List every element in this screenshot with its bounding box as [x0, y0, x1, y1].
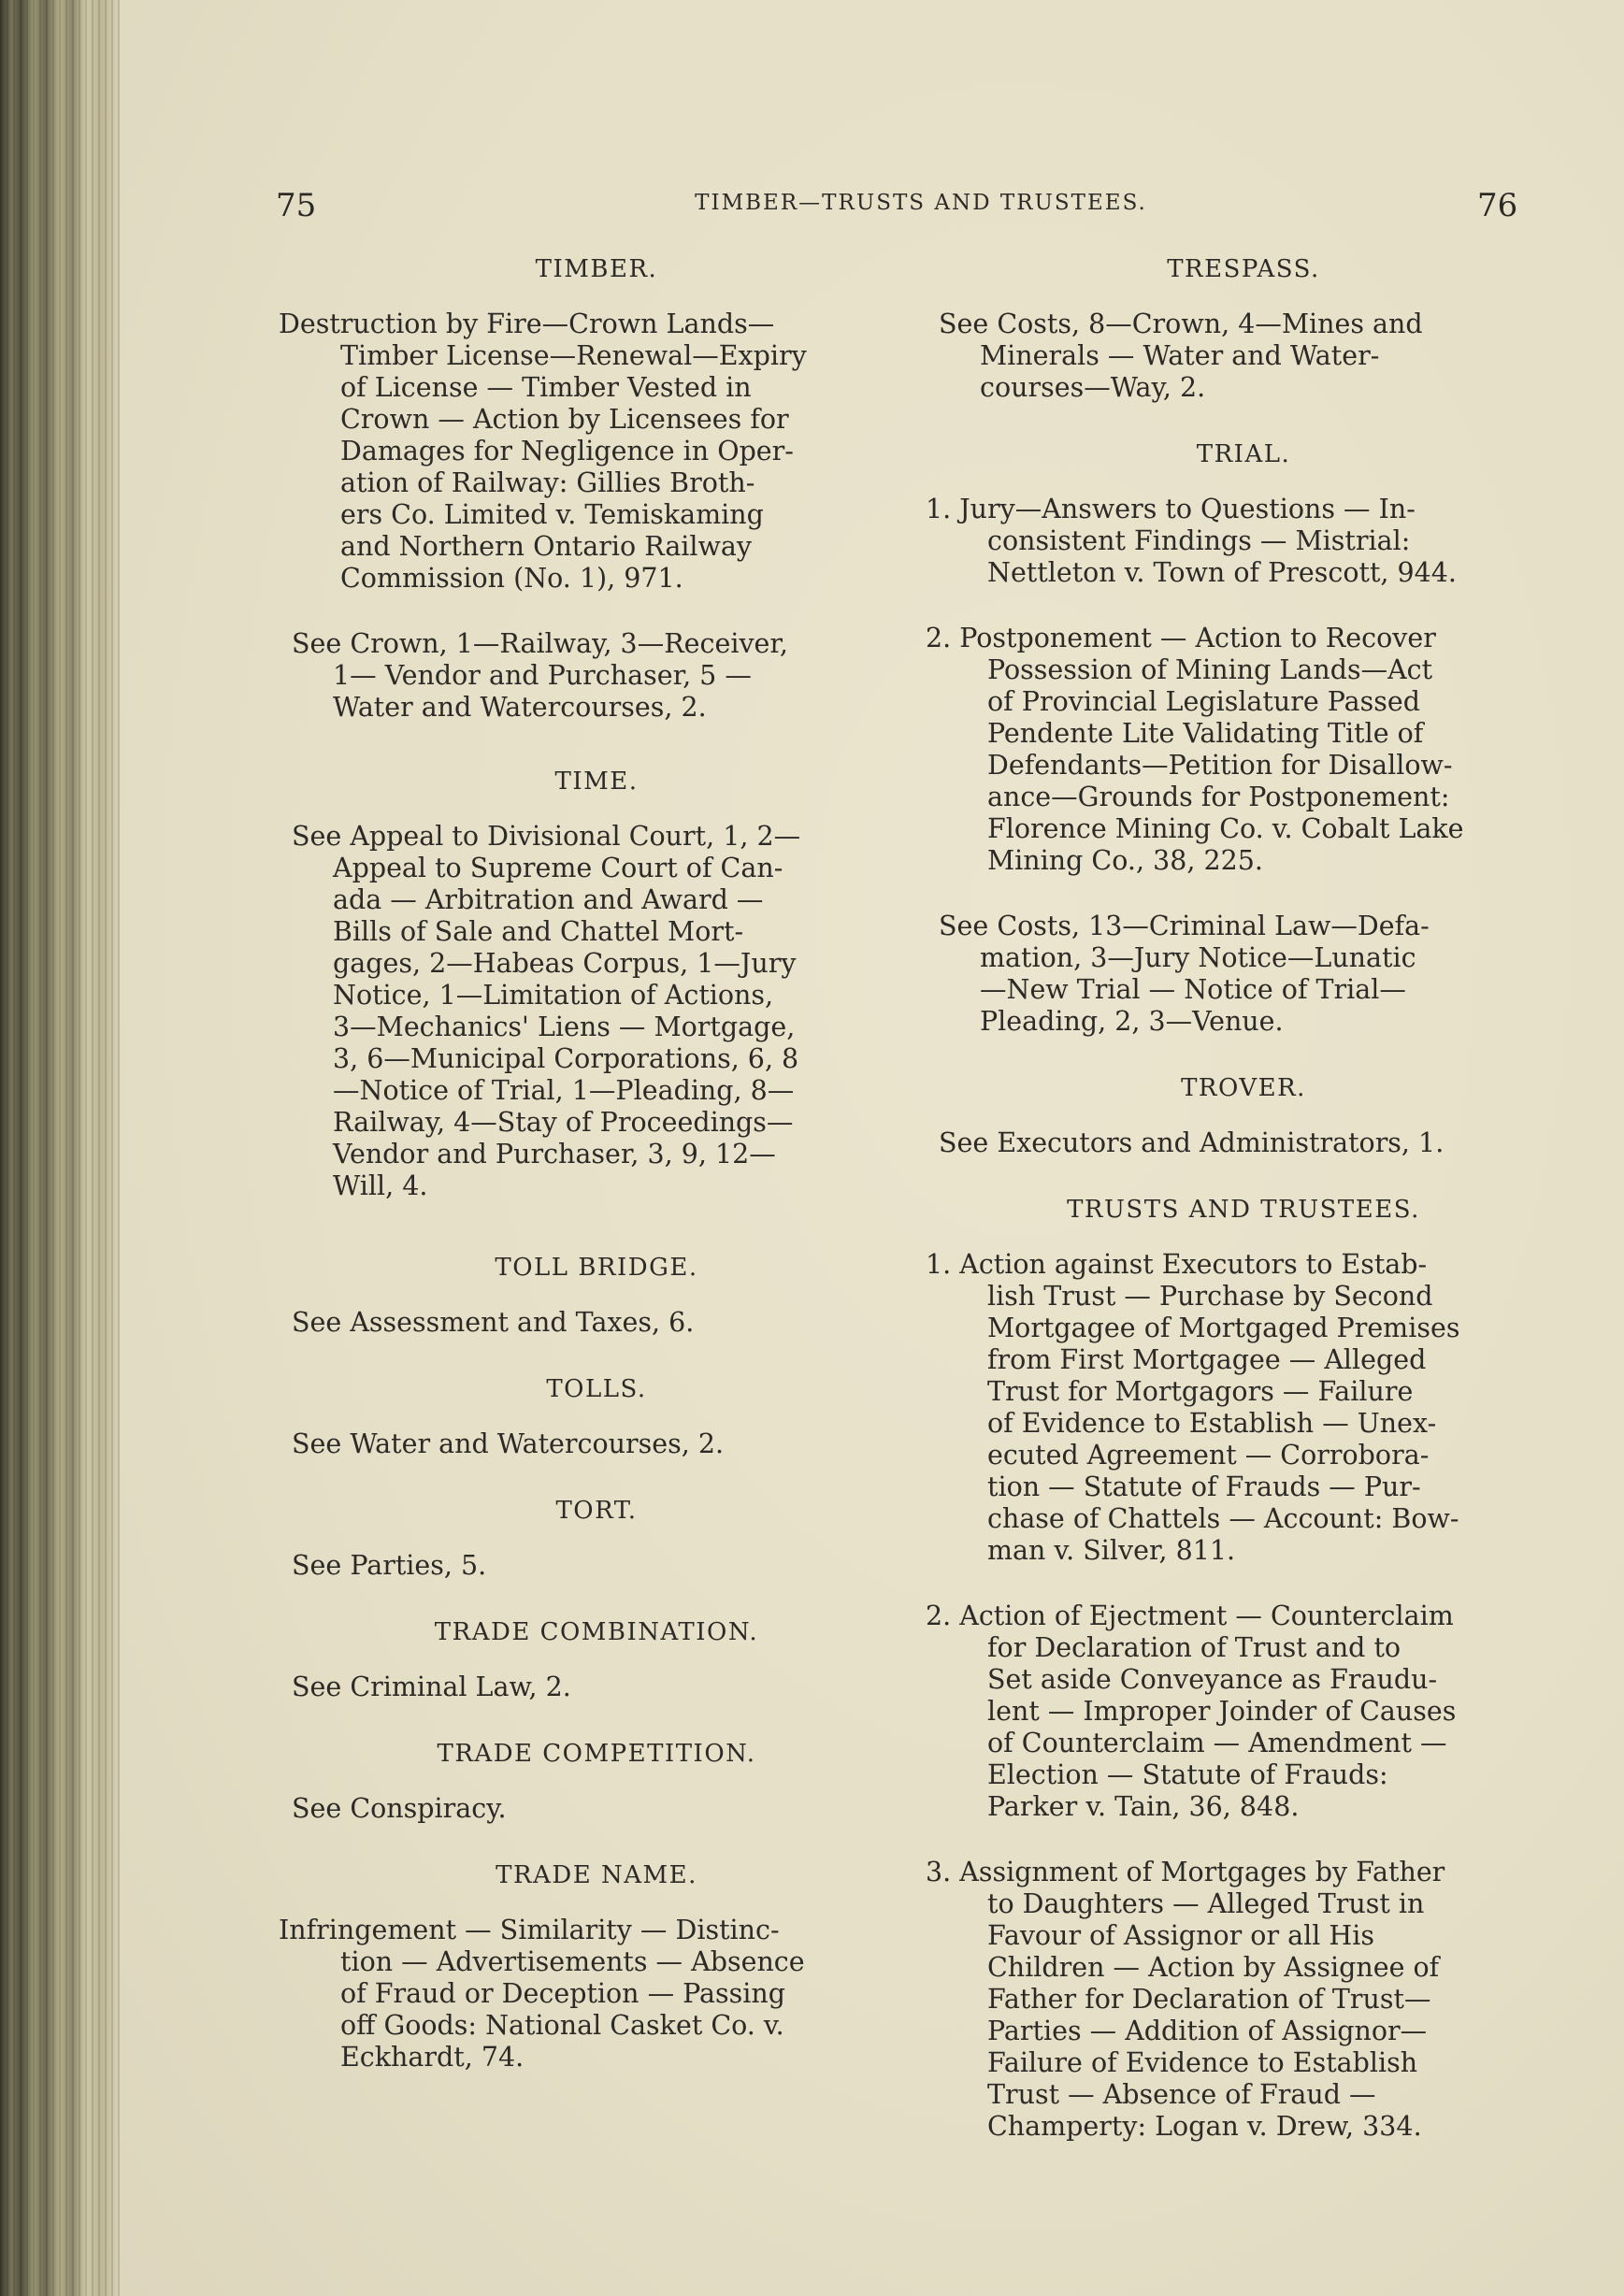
trade-competition-see-also: See Conspiracy. — [292, 1793, 507, 1824]
tolls-see-also: See Water and Watercourses, 2. — [292, 1428, 725, 1459]
heading-time: TIME. — [554, 768, 639, 796]
toll-bridge-see-also: See Assessment and Taxes, 6. — [292, 1307, 695, 1338]
page-number-left: 75 — [276, 187, 317, 224]
running-head: TIMBER—TRUSTS AND TRUSTEES. — [695, 191, 1147, 215]
trusts-entry-1: 1. Action against Executors to Estab- lish Trust — Purchase by Second Mortgagee of Mortgaged Premises from First Mortgagee — Alleged Trust for Mortgagors — Failure of Evidence to Establish — Unex- ecuted Agreement — Corrobora- tion — Statute of Frauds — Pur- chase of Chattels — Account: Bow- man v. Silver, 811. — [926, 1249, 1460, 1566]
trial-entry-2: 2. Postponement — Action to Recover Possession of Mining Lands—Act of Provincial Legislature Passed Pendente Lite Validating Title of Defendants—Petition for Disallow- ance—Grounds for Postponement: Florence Mining Co. v. Cobalt Lake Mining Co., 38, 225. — [926, 623, 1464, 876]
heading-trade-competition: TRADE COMPETITION. — [437, 1740, 756, 1768]
trade-name-entry: Infringement — Similarity — Distinc- tion — Advertisements — Absence of Fraud or Deception — Passing off Goods: National Casket Co. v. Eckhardt, 74. — [279, 1915, 805, 2073]
left-column — [279, 252, 914, 2107]
right-column — [926, 252, 1561, 2176]
heading-trial: TRIAL. — [1196, 440, 1291, 468]
heading-trover: TROVER. — [1181, 1074, 1306, 1102]
timber-see-also: See Crown, 1—Railway, 3—Receiver, 1— Vendor and Purchaser, 5 — Water and Watercourses, 2. — [292, 628, 788, 723]
trade-combination-see-also: See Criminal Law, 2. — [292, 1672, 571, 1702]
heading-trade-name: TRADE NAME. — [496, 1861, 697, 1889]
heading-trusts-and-trustees: TRUSTS AND TRUSTEES. — [1067, 1196, 1420, 1224]
trial-entry-1: 1. Jury—Answers to Questions — In- consistent Findings — Mistrial: Nettleton v. Town of Prescott, 944. — [926, 494, 1457, 588]
trial-see-also: See Costs, 13—Criminal Law—Defa- mation, 3—Jury Notice—Lunatic —New Trial — Notice of Trial— Pleading, 2, 3—Venue. — [939, 911, 1430, 1037]
trover-see-also: See Executors and Administrators, 1. — [939, 1127, 1444, 1158]
heading-trespass: TRESPASS. — [1167, 255, 1320, 283]
trusts-entry-3: 3. Assignment of Mortgages by Father to Daughters — Alleged Trust in Favour of Assignor or all His Children — Action by Assignee of Father for Declaration of Trust— Parties — Addition of Assignor— Failure of Evidence to Establish Trust — Absence of Fraud — Champerty: Logan v. Drew, 334. — [926, 1857, 1445, 2142]
trusts-entry-2: 2. Action of Ejectment — Counterclaim for Declaration of Trust and to Set aside Conveyance as Fraudu- lent — Improper Joinder of Causes of Counterclaim — Amendment — Election — Statute of Frauds: Parker v. Tain, 36, 848. — [926, 1600, 1457, 1822]
heading-toll-bridge: TOLL BRIDGE. — [495, 1254, 698, 1282]
heading-trade-combination: TRADE COMBINATION. — [434, 1618, 759, 1646]
trespass-see-also: See Costs, 8—Crown, 4—Mines and Minerals — Water and Water- courses—Way, 2. — [939, 309, 1423, 403]
time-see-also: See Appeal to Divisional Court, 1, 2— Appeal to Supreme Court of Can- ada — Arbitration and Award — Bills of Sale and Chattel Mort- gages, 2—Habeas Corpus, 1—Jury Notice, 1—Limitation of Actions, 3—Mechanics' Liens — Mortgage, 3, 6—Municipal Corporations, 6, 8 —Notice of Trial, 1—Pleading, 8— Railway, 4—Stay of Proceedings— Vendor and Purchaser, 3, 9, 12— Will, 4. — [292, 821, 801, 1201]
timber-entry: Destruction by Fire—Crown Lands— Timber License—Renewal—Expiry of License — Timber Vested in Crown — Action by Licensees for Damages for Negligence in Oper- ation of Railway: Gillies Broth- ers Co. Limited v. Temiskaming and Northern Ontario Railway Commission (No. 1), 971. — [279, 309, 807, 594]
heading-tolls: TOLLS. — [546, 1375, 647, 1403]
book-binding-edge — [0, 0, 120, 2296]
page-number-right: 76 — [1477, 187, 1518, 224]
heading-timber: TIMBER. — [535, 255, 658, 283]
tort-see-also: See Parties, 5. — [292, 1550, 487, 1581]
heading-tort: TORT. — [555, 1497, 638, 1525]
